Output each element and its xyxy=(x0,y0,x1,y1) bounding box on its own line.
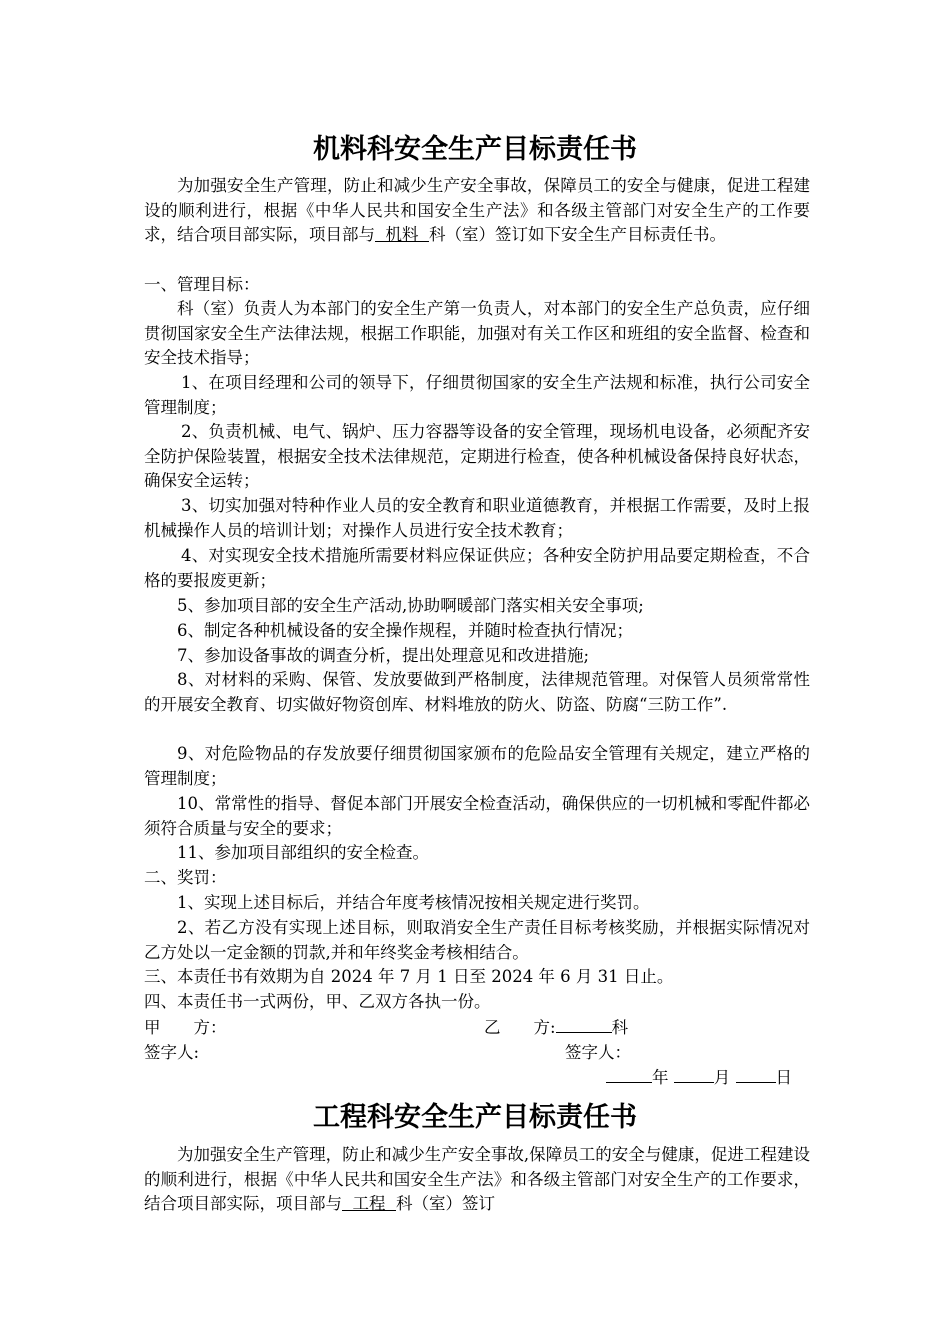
doc1-intro xyxy=(144,174,810,248)
party-b-label: 乙 方: xyxy=(484,1018,556,1037)
doc1-section1-heading: 一、管理目标： xyxy=(144,275,260,294)
doc1-item-10: 10、常常性的指导、督促本部门开展安全检查活动，确保供应的一切机械和零配件都必须符合质量与安全的要求； xyxy=(144,794,810,838)
year-label: 年 xyxy=(652,1068,669,1087)
doc1-item-5: 5、参加项目部的安全生产活动,协助啊暖部门落实相关安全事项; xyxy=(177,596,644,615)
doc1-item-3: 3、切实加强对特种作业人员的安全教育和职业道德教育，并根据工作需要，及时上报机械操作人员的培训计划；对操作人员进行安全技术教育； xyxy=(144,496,810,540)
doc2-intro-dept: 工程 xyxy=(342,1194,396,1214)
year-blank xyxy=(606,1066,652,1083)
day-blank xyxy=(736,1066,776,1083)
doc1-item-7: 7、参加设备事故的调查分析，提出处理意见和改进措施; xyxy=(177,646,590,665)
doc1-intro-dept: 机料 xyxy=(375,225,429,245)
month-blank xyxy=(674,1066,714,1083)
doc1-item-9: 9、对危险物品的存发放要仔细贯彻国家颁布的危险品安全管理有关规定，建立严格的管理制度； xyxy=(144,744,810,788)
party-b-blank xyxy=(556,1016,612,1033)
party-a-label: 甲 方： xyxy=(144,1018,227,1037)
doc1-item-1: 1、在项目经理和公司的领导下，仔细贯彻国家的安全生产法规和标准，执行公司安全管理制度； xyxy=(144,373,810,417)
doc1-section2-heading: 二、奖罚： xyxy=(144,868,227,887)
doc1-section4: 四、本责任书一式两份，甲、乙双方各执一份。 xyxy=(144,992,491,1011)
doc1-intro-text-b: 科（室）签订如下安全生产目标责任书。 xyxy=(428,225,726,245)
date-line xyxy=(606,1066,792,1090)
doc1-item-4: 4、对实现安全技术措施所需要材料应保证供应；各种安全防护用品要定期检查，不合格的要报废更新； xyxy=(144,546,810,590)
doc2-intro-text-a: 为加强安全生产管理，防止和减少生产安全事故,保障员工的安全与健康，促进工程建设的顺利进行，根据《中华人民共和国安全生产法》和各级主管部门对安全生产的工作要求，结合项目部实际，项目部与 xyxy=(144,1145,810,1214)
party-b-field xyxy=(484,1016,628,1040)
doc1-item-2: 2、负责机械、电气、锅炉、压力容器等设备的安全管理，现场机电设备，必须配齐安全防护保险装置，根据安全技术法律规范，定期进行检查，使各种机械设备保持良好状态，确保安全运转； xyxy=(144,422,810,491)
doc1-item-6: 6、制定各种机械设备的安全操作规程，并随时检查执行情况； xyxy=(177,621,633,640)
party-b-suffix: 科 xyxy=(611,1018,629,1037)
doc1-item-8: 8、对材料的采购、保管、发放要做到严格制度，法律规范管理。对保管人员须常常性的开展安全教育、切实做好物资创库、材料堆放的防火、防盗、防腐“三防工作”. xyxy=(144,670,810,714)
doc2-title: 工程科安全生产目标责任书 xyxy=(313,1102,637,1133)
signer-a-label: 签字人: xyxy=(144,1043,200,1062)
doc1-section3: 三、本责任书有效期为自 2024 年 7 月 1 日至 2024 年 6 月 31 日止。 xyxy=(144,967,674,986)
doc1-section1-paragraph: 科（室）负责人为本部门的安全生产第一负责人，对本部门的安全生产总负责，应仔细贯彻国家安全生产法律法规，根据工作职能，加强对有关工作区和班组的安全监督、检查和安全技术指导； xyxy=(144,299,810,368)
doc1-reward-2: 2、若乙方没有实现上述目标，则取消安全生产责任目标考核奖励，并根据实际情况对乙方处以一定金额的罚款,并和年终奖金考核相结合。 xyxy=(144,918,810,962)
doc1-item-11: 11、参加项目部组织的安全检查。 xyxy=(177,843,429,862)
day-label: 日 xyxy=(775,1068,792,1087)
signer-b-label: 签字人： xyxy=(565,1043,631,1062)
doc1-reward-1: 1、实现上述目标后，并结合年度考核情况按相关规定进行奖罚。 xyxy=(177,893,650,912)
doc1-title: 机料科安全生产目标责任书 xyxy=(313,134,637,165)
doc2-intro-text-b: 科（室）签订 xyxy=(395,1194,495,1214)
month-label: 月 xyxy=(713,1068,731,1087)
doc2-intro xyxy=(144,1143,810,1217)
doc1-intro-text-a: 为加强安全生产管理，防止和减少生产安全事故，保障员工的安全与健康，促进工程建设的顺利进行，根据《中华人民共和国安全生产法》和各级主管部门对安全生产的工作要求，结合项目部实际，项目部与 xyxy=(144,176,810,245)
